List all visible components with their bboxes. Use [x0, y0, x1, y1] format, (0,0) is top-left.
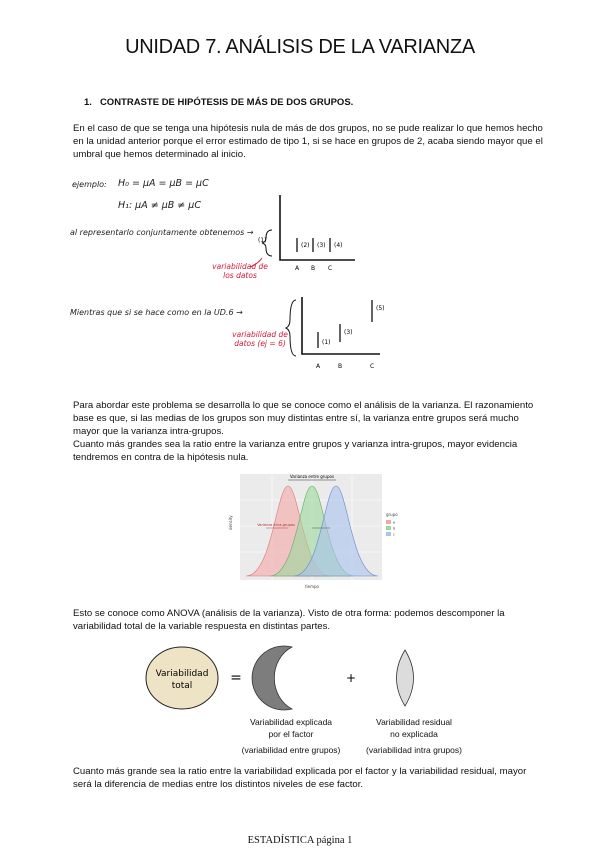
note-h0: H₀ = μA = μB = μC [118, 178, 209, 189]
explained-variability-shape [252, 646, 292, 710]
x-axis-label: tiempo [304, 584, 320, 589]
caption-residual-2: no explicada [390, 729, 438, 739]
section-title: CONTRASTE DE HIPÓTESIS DE MÁS DE DOS GRUPOS. [99, 97, 354, 108]
caption-residual-1: Variabilidad residual [376, 717, 452, 727]
note-ejemplo: ejemplo: [72, 180, 107, 189]
sketch-plot-2 [280, 292, 400, 376]
plus-sign: + [345, 671, 357, 685]
paragraph-conclusion: Cuanto más grande sea la ratio entre la variabilidad explicada por el factor y la variabilidad residual, mayor será la diferencia de medias entre los distintos niveles de ese factor. [73, 766, 527, 790]
plot2-label-5: (5) [376, 305, 385, 312]
sketch-axes-2 [302, 297, 380, 354]
plot2-tick-b: B [338, 363, 343, 370]
sketch-axes [280, 195, 355, 260]
caption-explicada-3: (variabilidad entre grupos) [241, 745, 341, 755]
plot1-label-2: (2) [301, 242, 310, 249]
note-rep-conjunta: al representarlo conjuntamente obtenemos → [70, 228, 254, 237]
paragraph-intro: En el caso de que se tenga una hipótesis nula de más de dos grupos, no se pude realizar lo que hemos hecho en la unidad anterior porque el error estimado de tipo 1, si se hace en grupos de 2, acaba siendo mayor que el umbral que hemos determinado al inicio. [73, 123, 543, 160]
note-mientras: Mientras que si se hace como en la UD.6 → [70, 308, 243, 317]
page-title: UNIDAD 7. ANÁLISIS DE LA VARIANZA [125, 36, 475, 58]
plot1-label-4: (4) [334, 242, 343, 249]
page-footer: ESTADÍSTICA página 1 [247, 835, 353, 846]
legend-label-c: c [393, 532, 395, 537]
sketch-plot-1 [250, 190, 370, 280]
total-label-2: total [171, 681, 193, 691]
label-intra: Varianza intra-grupos [257, 523, 295, 527]
label-between-groups: Varianza entre grupos [289, 474, 335, 479]
plot1-tick-a: A [295, 265, 300, 272]
legend-swatch-a [386, 520, 391, 524]
caption-explicada-2: por el factor [268, 729, 314, 739]
red-arrow [250, 258, 262, 268]
total-label-1: Variabilidad [155, 669, 209, 679]
plot2-tick-a: A [316, 363, 321, 370]
paragraph-anova: Esto se conoce como ANOVA (análisis de la varianza). Visto de otra forma: podemos descomponer la variabilidad total de la variable respuesta en distintas partes. [73, 608, 505, 632]
legend-swatch-c [386, 532, 391, 536]
density-figure [222, 470, 402, 594]
plot2-label-1: (1) [322, 339, 331, 346]
paragraph-ratio: Cuanto más grandes sea la ratio entre la varianza entre grupos y varianza intra-grupos, mayor evidencia tendremos en contra de la hipótesis nula. [73, 439, 518, 463]
note-var-datos2: variabilidad de datos (ej = 6) [232, 330, 288, 348]
legend-label-a: a [393, 520, 396, 525]
legend-title: grupo [386, 512, 398, 517]
variability-diagram [140, 640, 440, 716]
legend-swatch-b [386, 526, 391, 530]
plot1-tick-b: B [311, 265, 316, 272]
legend-label-b: b [393, 526, 396, 531]
caption-explicada-1: Variabilidad explicada [249, 717, 333, 727]
caption-residual [354, 716, 474, 756]
sketch-brace-2 [286, 300, 296, 356]
residual-variability-shape [397, 650, 414, 706]
plot2-tick-c: C [370, 363, 375, 370]
y-axis-label: density [228, 515, 233, 530]
caption-explicada [226, 716, 356, 756]
note-var-datos: variabilidad de los datos [212, 262, 268, 280]
caption-residual-3: (variabilidad intra grupos) [366, 745, 462, 755]
equals-sign: = [230, 670, 242, 686]
plot1-tick-c: C [328, 265, 333, 272]
paragraph-anova-reasoning: Para abordar este problema se desarrolla lo que se conoce como el análisis de la varianza. El razonamiento base es que, si las medias de los grupos son muy distintas entre sí, la varianza entre grupos será mucho mayor que la varianza intra-grupos. [73, 400, 534, 437]
plot1-label-3: (3) [317, 242, 326, 249]
plot1-label-1: (1) [258, 237, 267, 244]
section-heading [84, 97, 353, 108]
section-number: 1. [84, 97, 92, 108]
note-h1: H₁: μA ≠ μB ≠ μC [118, 200, 201, 211]
plot2-label-2: (3) [344, 329, 353, 336]
